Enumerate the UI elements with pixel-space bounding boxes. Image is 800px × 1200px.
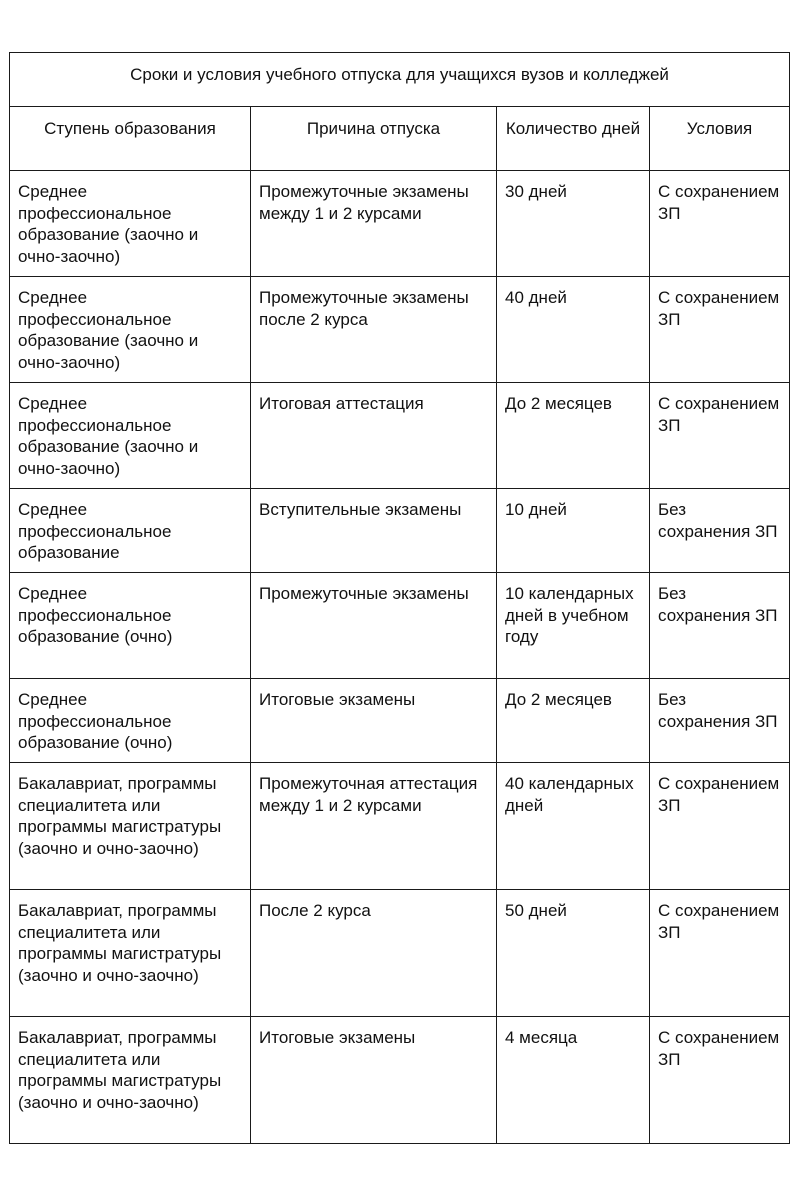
cell-education-level: Среднее профессиональное образование — [10, 489, 251, 573]
cell-leave-reason: Промежуточная аттестация между 1 и 2 курсами — [251, 763, 497, 890]
cell-days-count: 10 календарных дней в учебном году — [497, 573, 650, 679]
cell-conditions: Без сохранения ЗП — [650, 679, 790, 763]
header-education-level: Ступень образования — [10, 107, 251, 171]
cell-days-count: 30 дней — [497, 171, 650, 277]
table-row — [10, 890, 790, 1017]
table-row — [10, 763, 790, 890]
cell-leave-reason: После 2 курса — [251, 890, 497, 1017]
cell-leave-reason: Вступительные экзамены — [251, 489, 497, 573]
cell-conditions: С сохранением ЗП — [650, 890, 790, 1017]
cell-education-level: Среднее профессиональное образование (заочно и очно-заочно) — [10, 171, 251, 277]
cell-conditions: С сохранением ЗП — [650, 763, 790, 890]
cell-education-level: Среднее профессиональное образование (очно) — [10, 679, 251, 763]
cell-conditions: С сохранением ЗП — [650, 277, 790, 383]
cell-education-level: Среднее профессиональное образование (очно) — [10, 573, 251, 679]
table-row — [10, 573, 790, 679]
header-leave-reason: Причина отпуска — [251, 107, 497, 171]
table-title: Сроки и условия учебного отпуска для учащихся вузов и колледжей — [10, 53, 790, 107]
cell-days-count: 10 дней — [497, 489, 650, 573]
table-row — [10, 277, 790, 383]
cell-education-level: Среднее профессиональное образование (заочно и очно-заочно) — [10, 277, 251, 383]
cell-conditions: С сохранением ЗП — [650, 1017, 790, 1144]
cell-days-count: До 2 месяцев — [497, 679, 650, 763]
table-row — [10, 489, 790, 573]
table-title-row — [10, 53, 790, 107]
cell-leave-reason: Итоговые экзамены — [251, 679, 497, 763]
table-row — [10, 1017, 790, 1144]
cell-leave-reason: Итоговые экзамены — [251, 1017, 497, 1144]
cell-education-level: Бакалавриат, программы специалитета или программы магистратуры (заочно и очно-заочно) — [10, 763, 251, 890]
cell-leave-reason: Итоговая аттестация — [251, 383, 497, 489]
cell-conditions: С сохранением ЗП — [650, 171, 790, 277]
cell-conditions: Без сохранения ЗП — [650, 489, 790, 573]
table-row — [10, 383, 790, 489]
header-days-count: Количество дней — [497, 107, 650, 171]
table-row — [10, 171, 790, 277]
cell-education-level: Бакалавриат, программы специалитета или программы магистратуры (заочно и очно-заочно) — [10, 1017, 251, 1144]
table-header-row — [10, 107, 790, 171]
cell-leave-reason: Промежуточные экзамены между 1 и 2 курсами — [251, 171, 497, 277]
cell-education-level: Бакалавриат, программы специалитета или программы магистратуры (заочно и очно-заочно) — [10, 890, 251, 1017]
study-leave-table — [9, 52, 790, 1144]
cell-education-level: Среднее профессиональное образование (заочно и очно-заочно) — [10, 383, 251, 489]
cell-days-count: 50 дней — [497, 890, 650, 1017]
header-conditions: Условия — [650, 107, 790, 171]
cell-days-count: До 2 месяцев — [497, 383, 650, 489]
cell-days-count: 40 дней — [497, 277, 650, 383]
cell-leave-reason: Промежуточные экзамены — [251, 573, 497, 679]
cell-days-count: 40 календарных дней — [497, 763, 650, 890]
cell-conditions: Без сохранения ЗП — [650, 573, 790, 679]
cell-days-count: 4 месяца — [497, 1017, 650, 1144]
table-row — [10, 679, 790, 763]
cell-leave-reason: Промежуточные экзамены после 2 курса — [251, 277, 497, 383]
cell-conditions: С сохранением ЗП — [650, 383, 790, 489]
